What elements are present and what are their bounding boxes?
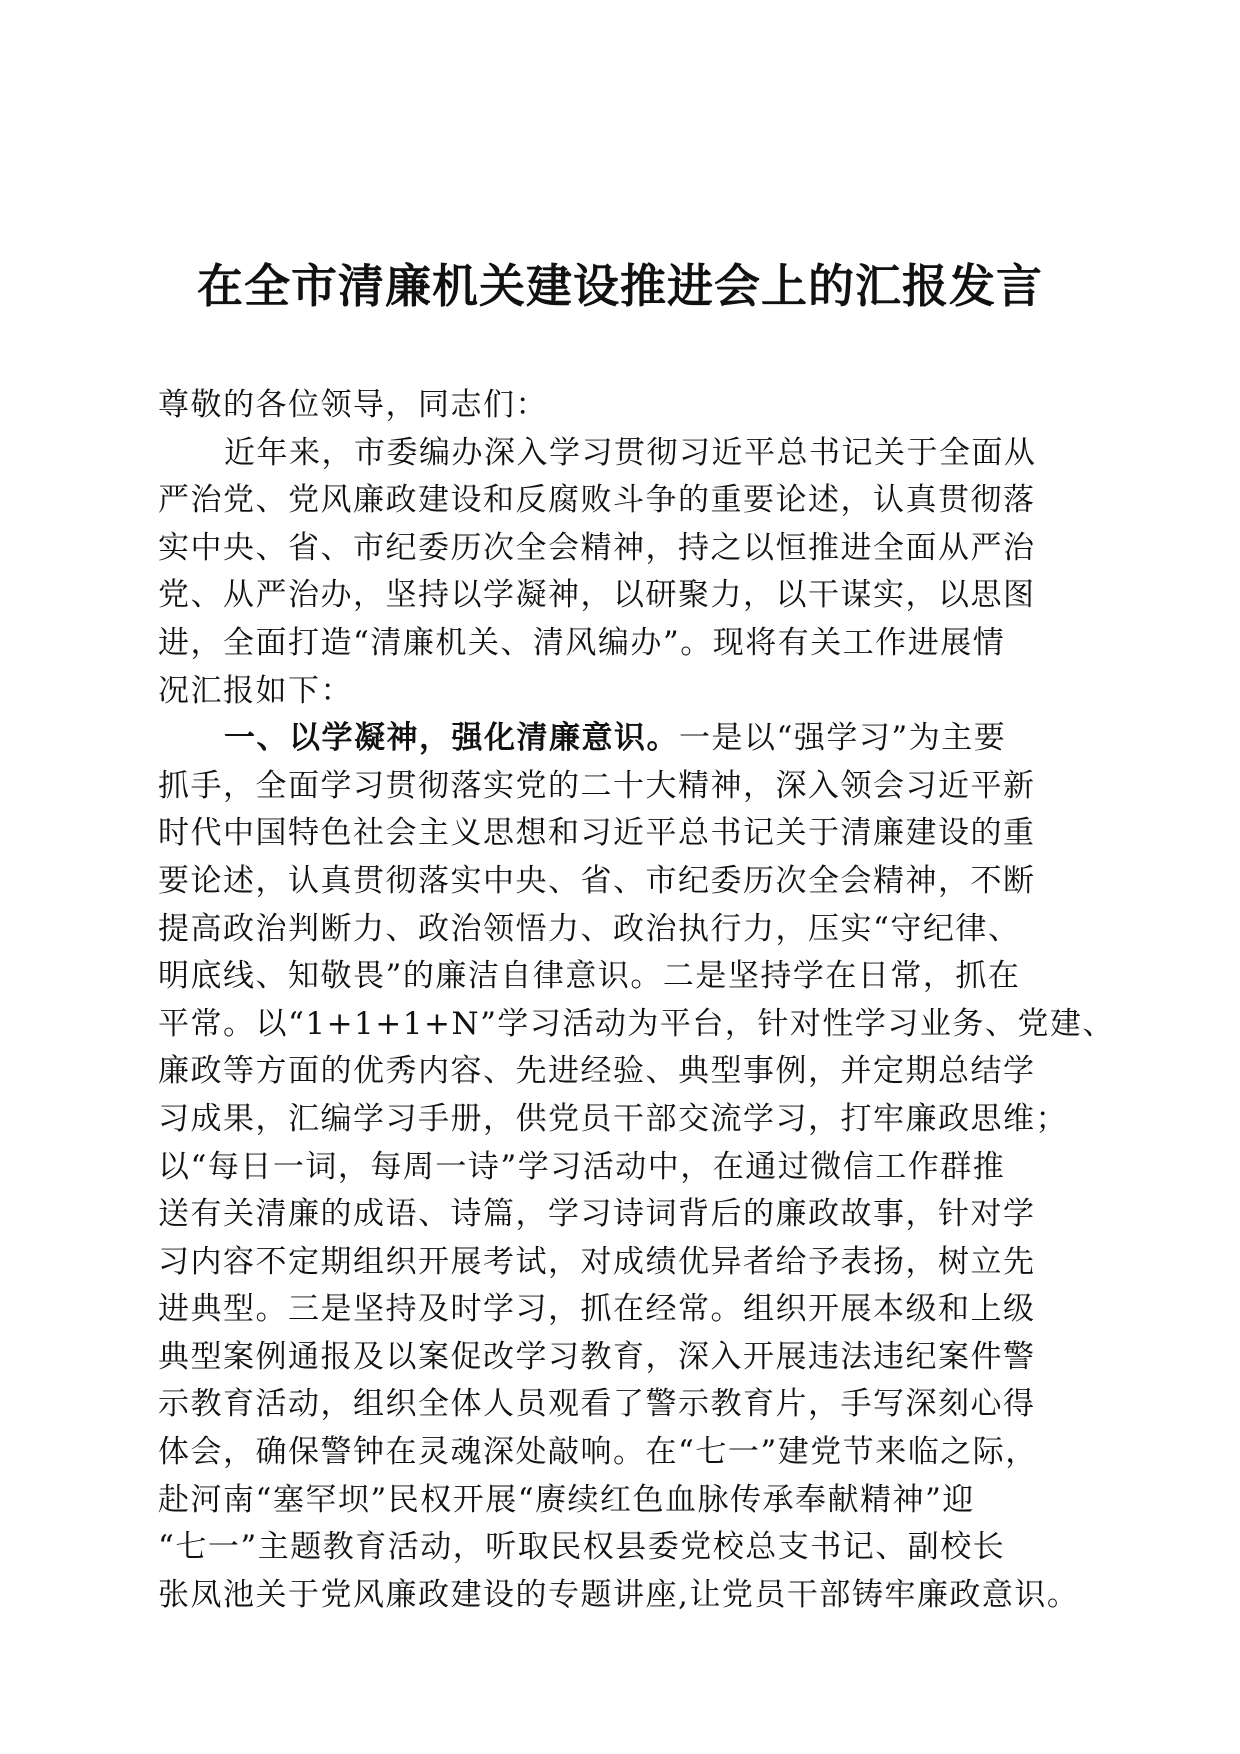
document-title: 在全市清廉机关建设推进会上的汇报发言 xyxy=(197,259,1043,313)
section-1-line: 典型案例通报及以案促改学习教育，深入开展违法违纪案件警 xyxy=(158,1338,1036,1375)
section-1-line: 赴河南“塞罕坝”民权开展“赓续红色血脉传承奉献精神”迎 xyxy=(158,1481,975,1518)
section-1-line: 体会，确保警钟在灵魂深处敲响。在“七一”建党节来临之际， xyxy=(158,1434,1038,1471)
section-1-line: 要论述，认真贯彻落实中央、省、市纪委历次全会精神，不断 xyxy=(158,862,1036,899)
section-1-line: 明底线、知敬畏”的廉洁自律意识。二是坚持学在日常，抓在 xyxy=(158,958,1021,995)
section-1-line: 时代中国特色社会主义思想和习近平总书记关于清廉建设的重 xyxy=(158,815,1036,852)
section-1-first-line-text: 一是以“强学习”为主要 xyxy=(679,720,1007,757)
section-1-line: 送有关清廉的成语、诗篇，学习诗词背后的廉政故事，针对学 xyxy=(158,1196,1036,1233)
intro-line: 实中央、省、市纪委历次全会精神，持之以恒推进全面从严治 xyxy=(158,529,1036,566)
intro-line: 进，全面打造“清廉机关、清风编办”。现将有关工作进展情 xyxy=(158,624,1006,661)
section-1-line: 平常。以“1+1+1+N”学习活动为平台，针对性学习业务、党建、 xyxy=(158,1005,1115,1042)
intro-line: 党、从严治办，坚持以学凝神，以研聚力，以干谋实，以思图 xyxy=(158,577,1036,614)
salutation: 尊敬的各位领导，同志们： xyxy=(158,387,548,423)
section-1-line: 以“每日一词，每周一诗”学习活动中，在通过微信工作群推 xyxy=(158,1148,1006,1185)
intro-line: 严治党、党风廉政建设和反腐败斗争的重要论述，认真贯彻落 xyxy=(158,482,1036,519)
section-1-heading: 一、以学凝神，强化清廉意识。 xyxy=(224,720,679,757)
section-1-line: 示教育活动，组织全体人员观看了警示教育片，手写深刻心得 xyxy=(158,1386,1036,1423)
section-1-line: 习成果，汇编学习手册，供党员干部交流学习，打牢廉政思维； xyxy=(158,1100,1068,1137)
section-1-first-line xyxy=(158,715,1082,763)
section-1-line: 进典型。三是坚持及时学习，抓在经常。组织开展本级和上级 xyxy=(158,1291,1036,1328)
intro-line: 况汇报如下： xyxy=(158,672,353,709)
section-1-line: 抓手，全面学习贯彻落实党的二十大精神，深入领会习近平新 xyxy=(158,767,1036,804)
section-1-line: 张凤池关于党风廉政建设的专题讲座,让党员干部铸牢廉政意识。 xyxy=(158,1576,1080,1613)
document-body xyxy=(158,382,1115,1619)
section-1-line: 提高政治判断力、政治领悟力、政治执行力，压实“守纪律、 xyxy=(158,910,1021,947)
section-1-line: “七一”主题教育活动，听取民权县委党校总支书记、副校长 xyxy=(158,1529,1006,1566)
section-1-line: 习内容不定期组织开展考试，对成绩优异者给予表扬，树立先 xyxy=(158,1243,1036,1280)
section-1-line: 廉政等方面的优秀内容、先进经验、典型事例，并定期总结学 xyxy=(158,1053,1036,1090)
intro-line: 近年来，市委编办深入学习贯彻习近平总书记关于全面从 xyxy=(224,434,1037,471)
